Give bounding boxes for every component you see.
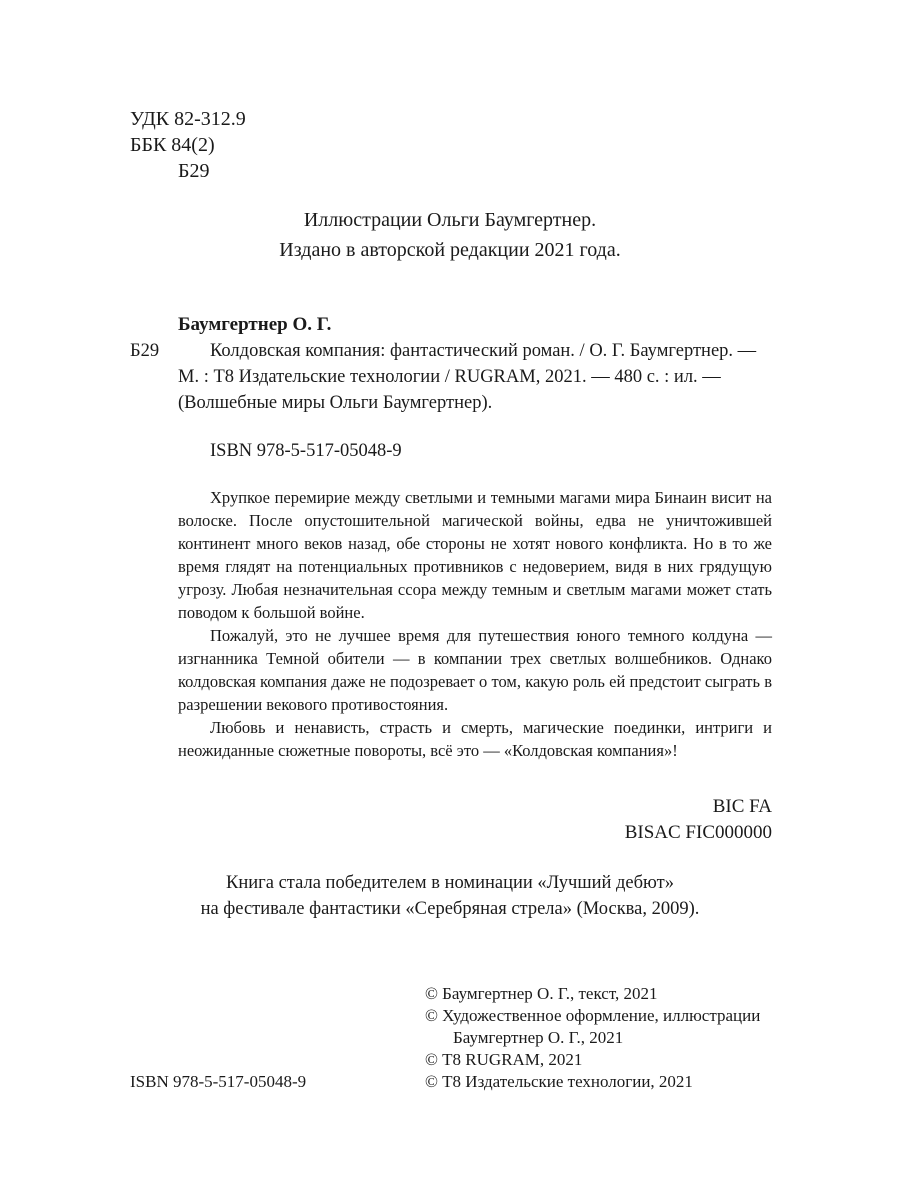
- credits-block: [0, 207, 900, 263]
- author-mark: Б29: [178, 160, 210, 182]
- award-line: Книга стала победителем в номинации «Лучший дебют»: [226, 873, 674, 893]
- illustrations-credit: Иллюстрации Ольги Баумгертнер.: [303, 209, 597, 231]
- bbk-code: ББК 84(2): [130, 134, 215, 156]
- classification-block: [130, 106, 246, 184]
- subject-codes: [625, 794, 772, 846]
- bisac-code: BISAC FIC000000: [624, 822, 772, 843]
- award-line: на фестивале фантастики «Серебряная стрела» (Москва, 2009).: [200, 899, 700, 919]
- annotation-paragraph: Хрупкое перемирие между светлыми и темными магами мира Бинаин висит на волоске. После опустошительной магической войны, едва не уничтожившей континент много веков назад, обе стороны не хотят нового конфликта. Но в то же время глядят на потенциальных противников с недоверием, видя в них грядущую угрозу. Любая незначительная ссора между темным и светлым магами может стать поводом к большой войне.: [178, 488, 772, 622]
- record-line: М. : Т8 Издательские технологии / RUGRAM, 2021. — 480 с. : ил. —: [178, 367, 721, 387]
- footer-isbn: ISBN 978-5-517-05048-9: [130, 1072, 307, 1091]
- annotation: [178, 486, 772, 762]
- annotation-paragraph: Пожалуй, это не лучшее время для путешествия юного темного колдуна — изгнанника Темной обители — в компании трех светлых волшебников. Однако колдовская компания даже не подозревает о том, какую роль ей предстоит сыграть в разрешении векового противостояния.: [178, 626, 772, 714]
- copyright-line: © Т8 RUGRAM, 2021: [425, 1050, 583, 1069]
- record-isbn: ISBN 978-5-517-05048-9: [210, 441, 402, 461]
- record-author: Баумгертнер О. Г.: [178, 314, 332, 335]
- copyright-line: © Баумгертнер О. Г., текст, 2021: [425, 984, 658, 1003]
- record-line: (Волшебные миры Ольги Баумгертнер).: [178, 393, 493, 413]
- edition-note: Издано в авторской редакции 2021 года.: [279, 239, 621, 261]
- udk-code: УДК 82-312.9: [130, 108, 246, 130]
- copyright-line: © Т8 Издательские технологии, 2021: [425, 1072, 693, 1091]
- bic-code: BIC FA: [712, 796, 772, 817]
- copyright-line: Баумгертнер О. Г., 2021: [453, 1028, 624, 1047]
- annotation-paragraph: Любовь и ненависть, страсть и смерть, магические поединки, интриги и неожиданные сюжетные повороты, всё это — «Колдовская компания»!: [178, 718, 772, 760]
- record-line: Колдовская компания: фантастический роман. / О. Г. Баумгертнер. —: [210, 341, 757, 361]
- record-mark: Б29: [130, 341, 160, 361]
- copyright-block: [425, 983, 760, 1093]
- record-description: [178, 338, 757, 416]
- award-note: [0, 870, 900, 922]
- copyright-line: © Художественное оформление, иллюстрации: [425, 1006, 761, 1025]
